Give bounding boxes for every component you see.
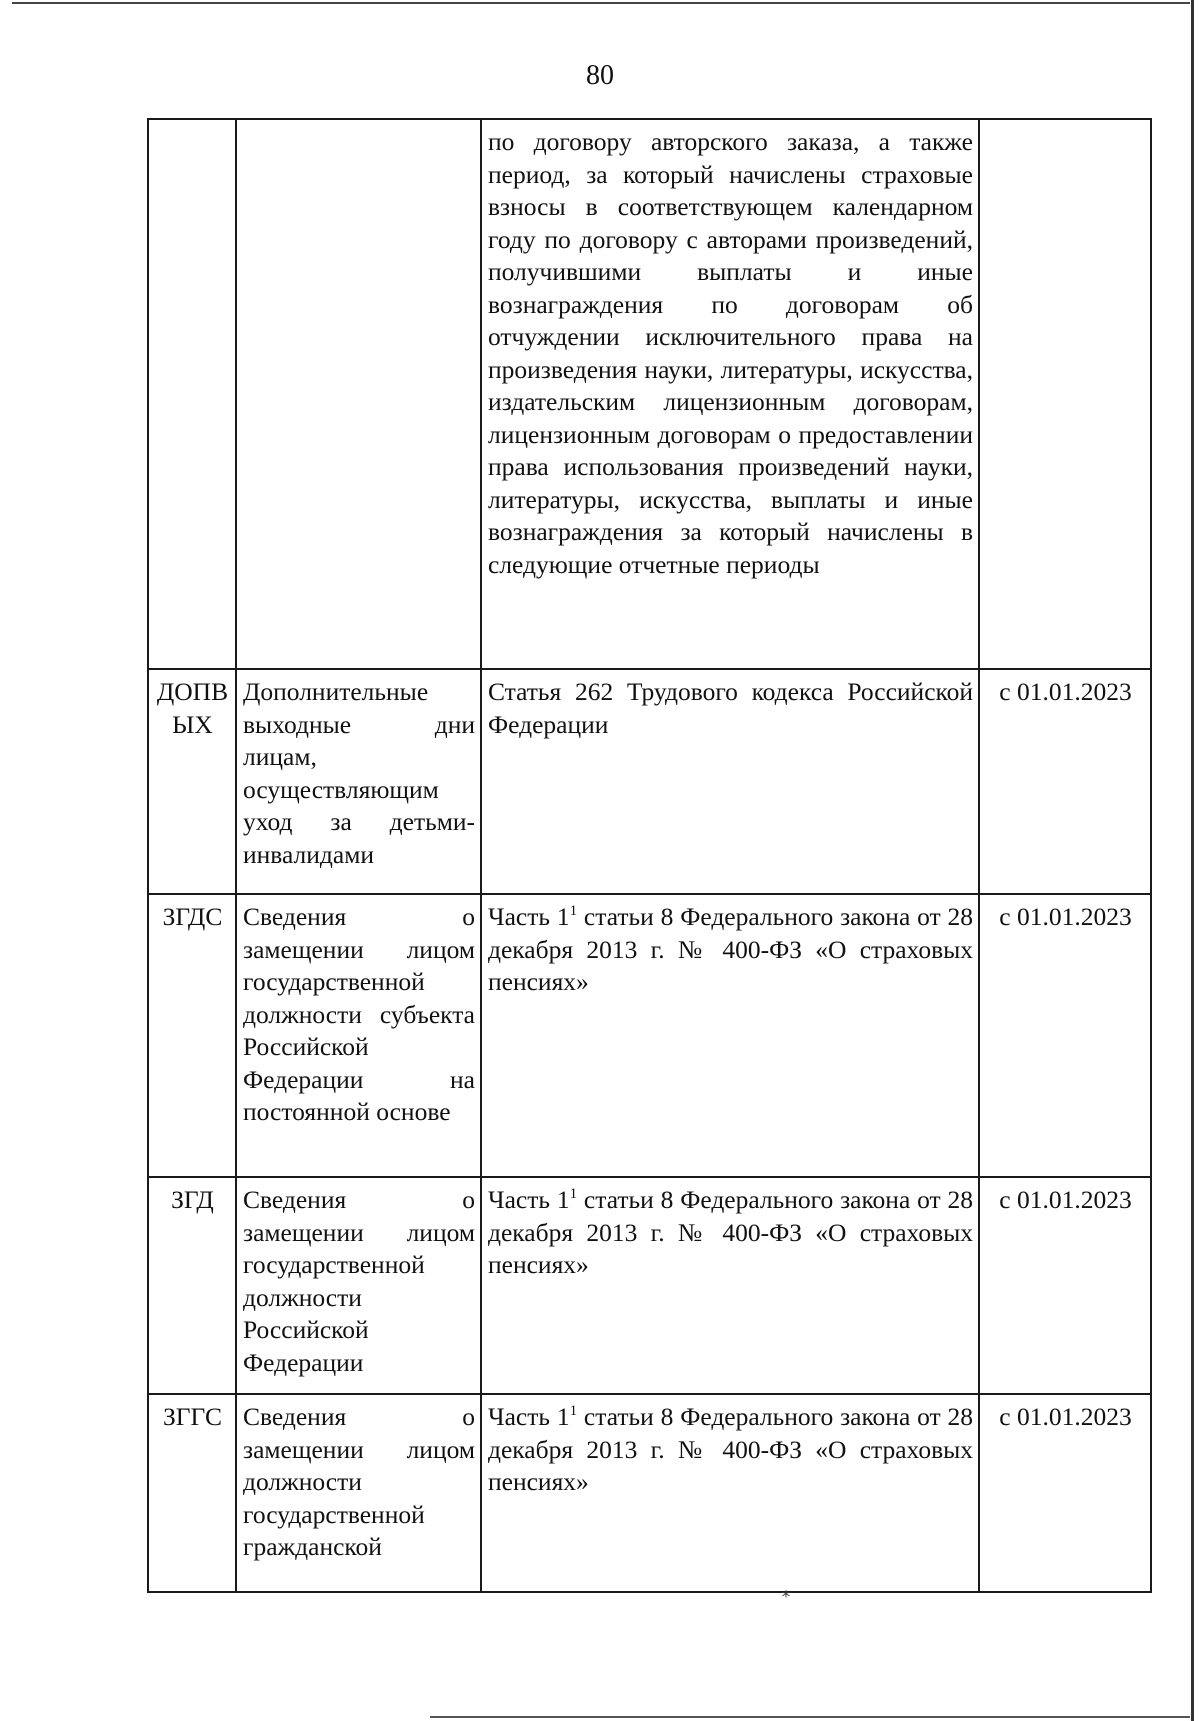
table-row	[148, 119, 1151, 669]
name-cell	[236, 119, 481, 669]
basis-prefix: Часть 1	[488, 1402, 570, 1431]
basis-prefix: Часть 1	[488, 1185, 570, 1214]
date-cell: с 01.01.2023	[979, 894, 1151, 1177]
basis-cell: Статья 262 Трудового кодекса Российской Федерации	[481, 669, 979, 894]
basis-prefix: Часть 1	[488, 902, 570, 931]
codes-table	[147, 118, 1152, 1593]
basis-text: статьи 8 Федерального закона от 28 декабря 2013 г. № 400-ФЗ «О страховых пенсиях»	[488, 1185, 973, 1279]
basis-cell	[481, 1394, 979, 1592]
table-row	[148, 669, 1151, 894]
scan-frame-top	[12, 2, 1190, 4]
basis-cell: по договору авторского заказа, а также период, за который начислены страховые взносы в соответствующем календарном году по договору с авторами произведений, получившими выплаты и иные вознаграждения по договорам об отчуждении исключительного права на произведения науки, литературы, искусства, издательским лицензионным договорам, лицензионным договорам о предоставлении права использования произведений науки, литературы, искусства, выплаты и иные вознаграждения за который начислены в следующие отчетные периоды	[481, 119, 979, 669]
date-cell: с 01.01.2023	[979, 1394, 1151, 1592]
page-number: 80	[586, 60, 614, 91]
code-cell	[148, 119, 236, 669]
name-cell: Дополнительные выходные дни лицам, осуществляющим уход за детьми-инвалидами	[236, 669, 481, 894]
scan-frame-right	[1191, 0, 1194, 1721]
scan-frame-bottom	[430, 1716, 1190, 1718]
basis-cell	[481, 1177, 979, 1394]
table-row	[148, 1394, 1151, 1592]
scan-speck: ⁎	[782, 1584, 790, 1601]
table-row	[148, 1177, 1151, 1394]
code-cell: ЗГДС	[148, 894, 236, 1177]
name-cell: Сведения о замещении лицом должности государственной гражданской	[236, 1394, 481, 1592]
basis-superscript: 1	[569, 1186, 578, 1202]
code-cell: ЗГГС	[148, 1394, 236, 1592]
basis-cell	[481, 894, 979, 1177]
date-cell: с 01.01.2023	[979, 1177, 1151, 1394]
name-cell: Сведения о замещении лицом государственной должности Российской Федерации	[236, 1177, 481, 1394]
code-cell: ЗГД	[148, 1177, 236, 1394]
basis-text: статьи 8 Федерального закона от 28 декабря 2013 г. № 400-ФЗ «О страховых пенсиях»	[488, 1402, 973, 1496]
name-cell: Сведения о замещении лицом государственной должности субъекта Российской Федерации на постоянной основе	[236, 894, 481, 1177]
table-row	[148, 894, 1151, 1177]
basis-superscript: 1	[569, 903, 578, 919]
basis-superscript: 1	[569, 1403, 578, 1419]
basis-text: статьи 8 Федерального закона от 28 декабря 2013 г. № 400-ФЗ «О страховых пенсиях»	[488, 902, 973, 996]
date-cell	[979, 119, 1151, 669]
code-cell: ДОПВЫХ	[148, 669, 236, 894]
date-cell: с 01.01.2023	[979, 669, 1151, 894]
